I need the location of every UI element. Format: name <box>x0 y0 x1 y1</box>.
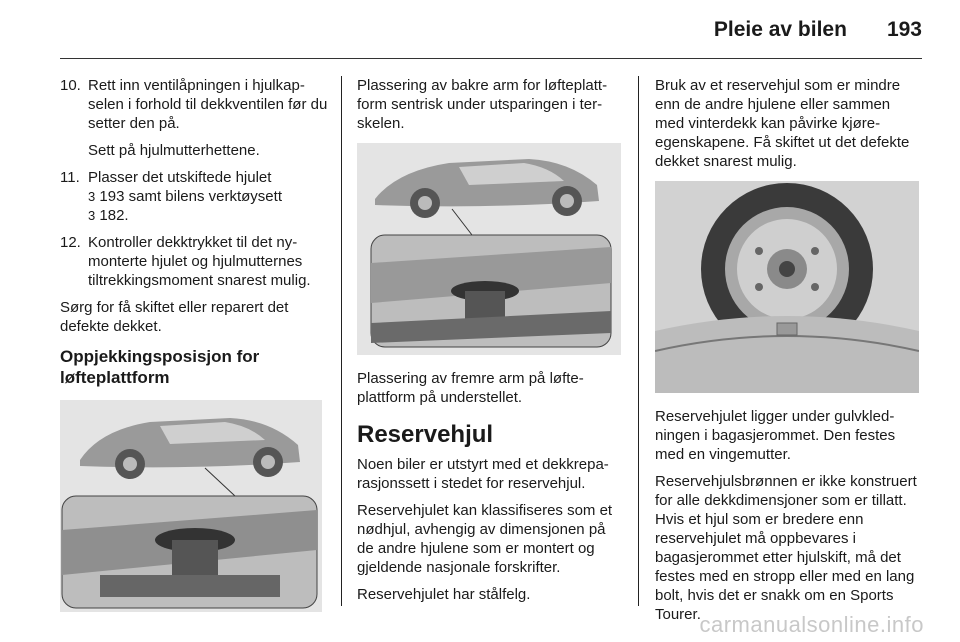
spare-wheel-illustration <box>655 181 919 393</box>
paragraph: Reservehjulsbrønnen er ikke konstruert for alle dekkdimensjoner som er tillatt. Hvis et hjul som er bredere enn reservehjulet må oppbevares i bagasjerommet etter hjulskift, må det festes med en stropp eller med en lang bolt, hvis det er snakk om en Sports Tourer. <box>655 473 917 623</box>
paragraph: Bruk av et reservehjul som er mindre enn de andre hjulene eller sammen med vinterdekk kan påvirke kjøreegenskapene. Få skiftet ut det defekte dekket snarest mulig. <box>655 77 910 170</box>
page-reference-link[interactable]: 193 <box>99 188 125 205</box>
car-lift-illustration <box>60 400 322 612</box>
list-item <box>60 76 328 133</box>
section-heading: Reservehjul <box>357 421 494 448</box>
item-number: 11. <box>60 169 80 186</box>
column-3 <box>655 76 923 632</box>
page-header <box>714 18 922 48</box>
page-title: Pleie av bilen <box>713 18 847 41</box>
figure-caption: Plassering av bakre arm for løfteplattform sentrisk under utsparingen i terskelen. <box>357 77 608 132</box>
item-text <box>88 168 328 225</box>
illustration-lift-rear-arm <box>60 400 322 612</box>
car-lift-illustration <box>357 143 621 355</box>
paragraph: Sørg for få skiftet eller reparert det defekte dekket. <box>60 299 289 335</box>
figure-caption: Plassering av fremre arm på løfteplattform på understellet. <box>357 370 584 406</box>
reference-arrow-icon: 3 <box>88 208 96 223</box>
item-number: 12. <box>60 234 81 251</box>
illustration-spare-wheel <box>655 181 919 393</box>
watermark: carmanualsonline.info <box>699 612 924 637</box>
column-2 <box>357 76 623 612</box>
column-1 <box>60 76 328 612</box>
item-text: Kontroller dekktrykket til det nymonterte hjulet og hjulmutternes tiltrekkingsmoment snarest mulig. <box>88 234 311 289</box>
reference-arrow-icon: 3 <box>88 189 96 204</box>
item-text: Rett inn ventilåpningen i hjulkapselen i forhold til dekkventilen før du setter den på. <box>88 77 328 132</box>
page-reference-link[interactable]: 182. <box>99 207 129 224</box>
item-text-part: Plasser det utskiftede hjulet <box>88 169 272 186</box>
list-item <box>60 233 328 290</box>
section-heading: Oppjekkingsposisjon for løfteplattform <box>60 347 260 387</box>
paragraph: Reservehjulet ligger under gulvkledningen i bagasjerommet. Den festes med en vingemutter. <box>655 408 896 463</box>
page-number: 193 <box>886 18 922 41</box>
paragraph: Reservehjulet kan klassifiseres som et nødhjul, avhengig av dimensjonen på de andre hjulene som er montert og gjeldende nasjonale forskrifter. <box>357 502 613 576</box>
header-divider <box>60 58 922 59</box>
item-text-part: samt bilens verktøysett <box>128 188 282 205</box>
column-divider-2 <box>638 76 639 606</box>
paragraph: Reservehjulet har stålfelg. <box>357 586 531 603</box>
column-divider-1 <box>341 76 342 606</box>
item-number: 10. <box>60 77 81 94</box>
item-subtext: Sett på hjulmutterhettene. <box>88 142 260 159</box>
paragraph: Noen biler er utstyrt med et dekkreparasjonssett i stedet for reservehjul. <box>357 456 609 492</box>
list-item <box>60 168 328 225</box>
illustration-lift-rear-position <box>357 143 621 355</box>
